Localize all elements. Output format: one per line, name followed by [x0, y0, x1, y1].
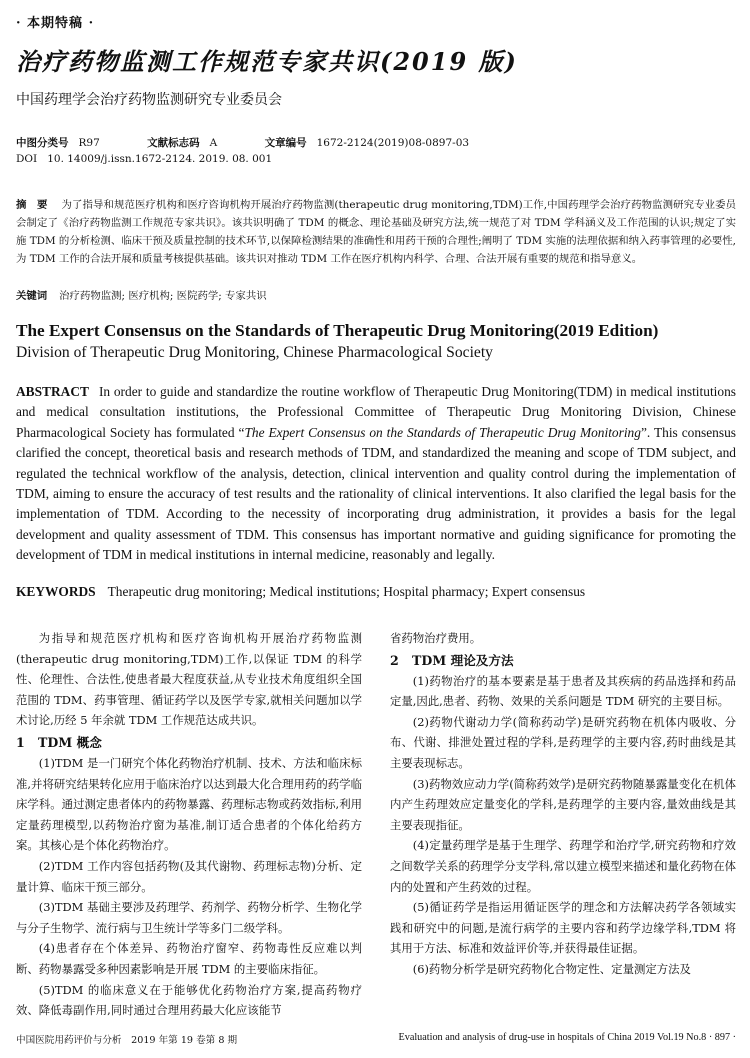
section-2-para-3: (3)药物效应动力学(简称药效学)是研究药物随暴露量变化在机体内产生药理效应定量变化的学科,是药理学的主要内容,量效曲线是其主要表现指征。 — [390, 776, 736, 832]
chinese-abstract-text: 为了指导和规范医疗机构和医疗咨询机构开展治疗药物监测(therapeutic drug monitoring,TDM)工作,中国药理学会治疗药物监测研究专业委员会制定了《治疗药物监测工作规范专家共识》。该共识明确了 TDM 的概念、理论基础及研究方法,统一规范了对 TDM 学科涵义及工作范围的认识;规定了实施 TDM 的分析检测、临床干预及质量控制的技术环节,以保障检测结果的准确性和用药干预的合理性;阐明了 TDM 实施的法理依据和纳入药事管理的必要性,为 TDM 工作的合法开展和质量考核提供基础。该共识对推动 TDM 工作在医疗机构内科学、合理、合法开展有重要的规范和指导意义。 — [16, 199, 737, 266]
clc-value: R97 — [78, 137, 100, 149]
classification-row — [16, 135, 469, 150]
english-title: The Expert Consensus on the Standards of Therapeutic Drug Monitoring(2019 Edition) — [16, 321, 659, 340]
section-1-para-4: (4)患者存在个体差异、药物治疗窗窄、药物毒性反应难以判断、药物暴露受多种因素影响是开展 TDM 的主要临床指征。 — [16, 941, 362, 976]
footer-journal-en: Evaluation and analysis of drug-use in hospitals of China 2019 Vol.19 No.8 · 897 · — [398, 1032, 736, 1043]
section-1-para-5: (5)TDM 的临床意义在于能够优化药物治疗方案,提高药物疗效、降低毒副作用,同时通过合理用药最大化应该能节 — [16, 982, 362, 1018]
footer-journal-cn: 中国医院用药评价与分析 2019 年第 19 卷第 8 期 — [16, 1035, 238, 1046]
section-1-number: 1 — [16, 734, 25, 750]
doc-code-label: 文献标志码 — [147, 137, 200, 149]
continued-text: 省药物治疗费用。 — [390, 631, 482, 645]
doi-value: 10. 14009/j.issn.1672-2124. 2019. 08. 001 — [47, 153, 273, 165]
body-left-column — [16, 628, 362, 1021]
chinese-abstract — [16, 196, 736, 268]
chinese-author-org: 中国药理学会治疗药物监测研究专业委员会 — [16, 92, 282, 108]
english-abstract-label: ABSTRACT — [16, 384, 89, 399]
english-abstract — [16, 382, 736, 566]
english-keywords — [16, 584, 736, 600]
section-2-para-5: (5)循证药学是指运用循证医学的理念和方法解决药学各领域实践和研究中的问题,是流行病学的主要内容和药学边缘学科,TDM 将其用于方法、标准和效益评价等,并获得最佳证据。 — [390, 900, 736, 956]
chinese-keywords-text: 治疗药物监测; 医疗机构; 医院药学; 专家共识 — [59, 290, 267, 302]
section-2-para-6: (6)药物分析学是研究药物化合物定性、定量测定方法及 — [412, 961, 691, 976]
section-1-title: TDM 概念 — [38, 734, 102, 750]
body-right-column — [390, 628, 736, 980]
english-abstract-part1: In order to guide and standardize the routine workflow of Therapeutic Drug Monitoring(TDM) in medical institutions and medical consultation institutions, the Professional Committee of Therapeutic Drug Monitoring Division, Chinese Pharmacological Society has formulated “ — [16, 384, 736, 440]
english-abstract-italic-title: The Expert Consensus on the Standards of Therapeutic Drug Monitoring — [244, 424, 641, 440]
section-1-heading — [16, 732, 362, 753]
section-2-para-1: (1)药物治疗的基本要素是基于患者及其疾病的药品选择和药品定量,因此,患者、药物、效果的关系问题是 TDM 研究的主要目标。 — [390, 673, 736, 709]
section-2-para-4: (4)定量药理学是基于生理学、药理学和治疗学,研究药物和疗效之间数学关系的药理学分支学科,常以建立模型来描述和量化药物在体内的处置和产生药效的过程。 — [390, 838, 736, 894]
english-abstract-part2: ”. This consensus clarified the concept, theoretical basis and research methods of TDM, and standardized the meaning and scope of TDM subject, and regulated the technical workflow of the analysis, detection, clinical intervention and quality control during the implementation of TDM, aiming to ensure the accuracy of test results and the rationality of clinical interventions. It also clarified the legal basis for the implementation of TDM. According to the necessity of incorporating drug administration, it provides a basis for the legal development and quality assessment of TDM. This consensus has important normative and guiding significance for promoting the development of TDM in medical institutions in internal medicine, reasonably and legally. — [16, 424, 736, 563]
english-keywords-label: KEYWORDS — [16, 584, 96, 599]
english-keywords-text: Therapeutic drug monitoring; Medical institutions; Hospital pharmacy; Expert consensus — [107, 584, 586, 599]
chinese-keywords-label: 关键词 — [16, 290, 48, 302]
section-2-number: 2 — [390, 652, 399, 668]
article-no-label: 文章编号 — [264, 137, 307, 149]
section-1-para-1: (1)TDM 是一门研究个体化药物治疗机制、技术、方法和临床标准,并将研究结果转化应用于临床治疗以达到最大化合理用药的药学临床学科。通过测定患者体内的药物暴露、药理标志物或药效指标,利用定量药理模型,以药物治疗窗为基准,制订适合患者的个体化给药方案。其核心是个体化药物治疗。 — [16, 755, 362, 853]
section-1-para-3: (3)TDM 基础主要涉及药理学、药剂学、药物分析学、生物化学与分子生物学、流行病与卫生统计学等多门二级学科。 — [16, 900, 362, 935]
section-1-para-2: (2)TDM 工作内容包括药物(及其代谢物、药理标志物)分析、定量计算、临床干预三部分。 — [16, 858, 362, 894]
chinese-keywords — [16, 287, 267, 302]
article-no-value: 1672-2124(2019)08-0897-03 — [316, 137, 470, 149]
doi-row — [16, 153, 272, 165]
section-2-heading — [390, 650, 736, 671]
chinese-abstract-label: 摘 要 — [16, 199, 48, 211]
section-2-para-2: (2)药物代谢动力学(简称药动学)是研究药物在机体内吸收、分布、代谢、排泄处置过程的学科,是药理学的主要内容,药时曲线是其主要表现标志。 — [390, 714, 736, 770]
doc-code-value: A — [209, 137, 218, 149]
intro-paragraph: 为指导和规范医疗机构和医疗咨询机构开展治疗药物监测(therapeutic drug monitoring,TDM)工作,以保证 TDM 的科学性、伦理性、合法性,使患者最大程度获益,从专业技术角度组织全国范围的 TDM、药事管理、循证药学以及医学专家,就相关问题加以学术讨论,历经 5 年余就 TDM 工作规范达成共识。 — [16, 631, 362, 728]
column-tag: · 本期特稿 · — [16, 16, 95, 31]
doi-label: DOI — [16, 153, 38, 165]
section-2-title: TDM 理论及方法 — [412, 652, 514, 668]
english-author-org: Division of Therapeutic Drug Monitoring, Chinese Pharmacological Society — [16, 344, 493, 361]
chinese-title: 治疗药物监测工作规范专家共识(2019 版) — [16, 47, 518, 76]
clc-label: 中图分类号 — [16, 137, 69, 149]
